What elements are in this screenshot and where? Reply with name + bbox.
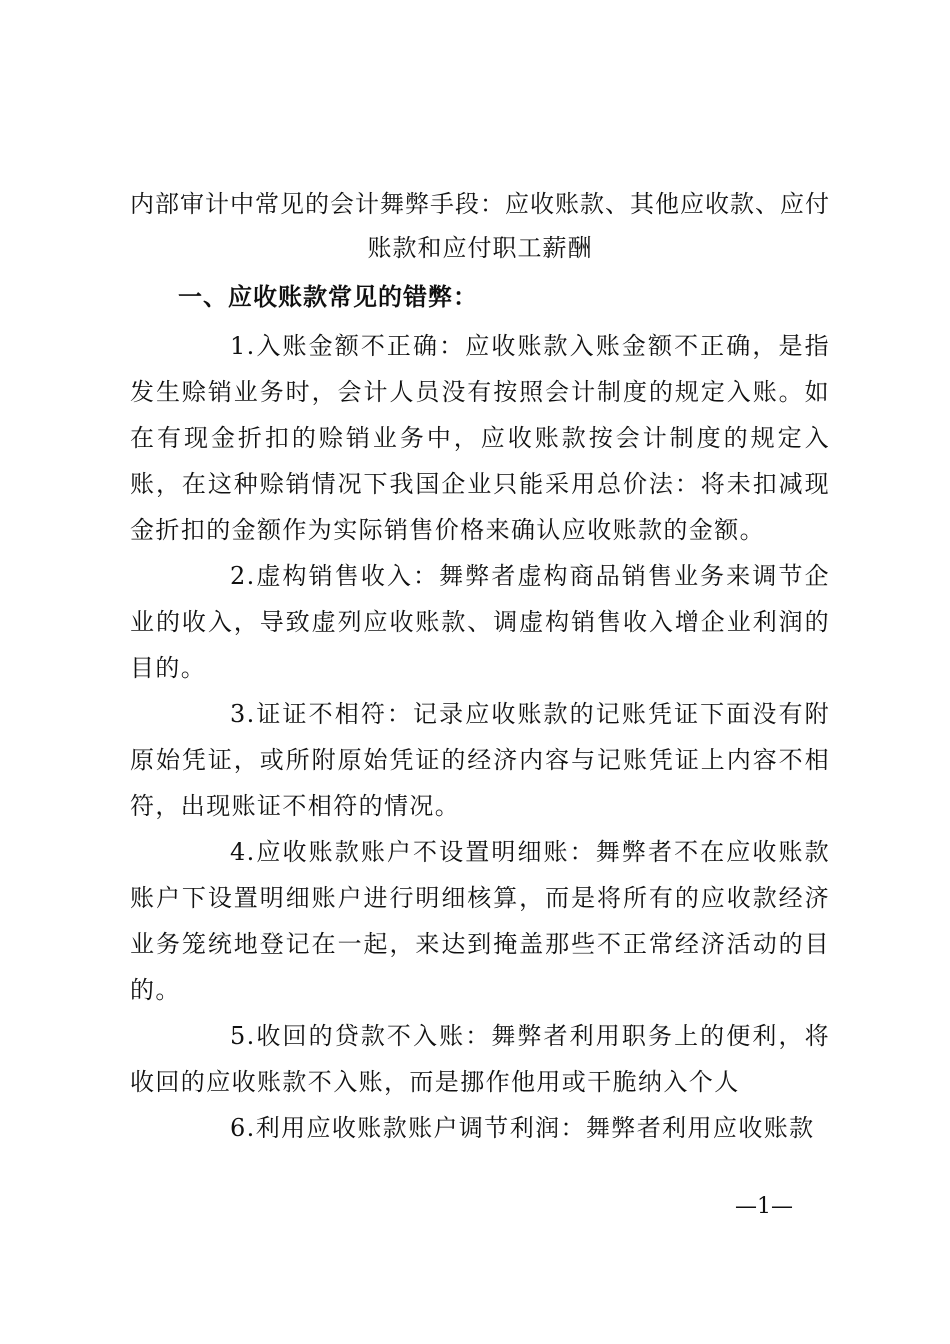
paragraph-3: 3.证证不相符：记录应收账款的记账凭证下面没有附原始凭证，或所附原始凭证的经济内容与记账凭证上内容不相符，出现账证不相符的情况。 — [130, 700, 830, 820]
document-body — [130, 323, 830, 1151]
paragraph-6: 6.利用应收账款账户调节利润：舞弊者利用应收账款 — [230, 1114, 815, 1142]
paragraph-5: 5.收回的贷款不入账：舞弊者利用职务上的便利，将收回的应收账款不入账，而是挪作他用或干脆纳入个人 — [130, 1022, 830, 1096]
document-title: 内部审计中常见的会计舞弊手段：应收账款、其他应收款、应付账款和应付职工薪酬 — [130, 190, 830, 262]
paragraph-4: 4.应收账款账户不设置明细账：舞弊者不在应收账款账户下设置明细账户进行明细核算，而是将所有的应收款经济业务笼统地登记在一起，来达到掩盖那些不正常经济活动的目的。 — [130, 838, 830, 1004]
paragraph-1: 1.入账金额不正确：应收账款入账金额不正确，是指发生赊销业务时，会计人员没有按照会计制度的规定入账。如在有现金折扣的赊销业务中，应收账款按会计制度的规定入账，在这种赊销情况下我国企业只能采用总价法：将未扣减现金折扣的金额作为实际销售价格来确认应收账款的金额。 — [130, 332, 830, 544]
section-heading: 一、应收账款常见的错弊： — [178, 283, 478, 311]
page-number: —1— — [735, 1194, 793, 1219]
paragraph-2: 2.虚构销售收入：舞弊者虚构商品销售业务来调节企业的收入，导致虚列应收账款、调虚构销售收入增企业利润的目的。 — [130, 562, 830, 682]
